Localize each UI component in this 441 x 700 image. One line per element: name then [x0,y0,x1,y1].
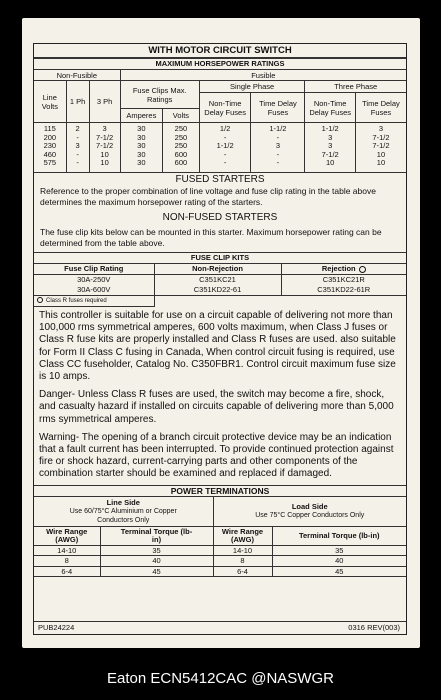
line-side-subtext: Use 60/75°C Aluminium or Copper Conductors Only [69,507,177,524]
single-phase-header: Single Phase [199,81,305,93]
fuse-clip-cell: 30A-600V [34,285,154,296]
three-ph-header: 3 Ph [89,81,120,123]
non-rejection-header: Non-Rejection [154,264,281,275]
pt-cell: 45 [272,566,406,577]
wire-range-header-load: Wire Range (AWG) [213,526,272,545]
sp-td-header: Time Delay Fuses [251,93,305,123]
footer-revision: 0316 REV(003) [348,623,400,632]
wire-range-header-line: Wire Range (AWG) [34,526,100,545]
pt-cell: 6-4 [213,566,272,577]
fused-starters-section [34,173,406,248]
fuse-clips-header: Fuse Clips Max. Ratings [120,81,199,109]
fusible-header: Fusible [120,70,406,81]
sp-non-td-header: Non-Time Delay Fuses [199,93,251,123]
one-ph-header: 1 Ph [66,81,89,123]
fuse-clip-rating-header: Fuse Clip Rating [34,264,154,275]
fuse-clip-kits-title: FUSE CLIP KITS [34,253,406,264]
pt-cell: 6-4 [34,566,100,577]
load-side-subtext: Use 75°C Copper Conductors Only [255,512,365,520]
three-phase-header: Three Phase [305,81,406,93]
sp-td-values: 1-1/2 - 3 - - [251,123,305,173]
amperes-values: 30 30 30 30 30 [120,123,162,173]
pt-cell: 40 [272,556,406,567]
fuse-clip-cell: C351KC21 [154,275,281,286]
torque-header-load: Terminal Torque (lb-in) [272,526,406,545]
fuse-clip-cell: 30A-250V [34,275,154,286]
power-terminations-title: POWER TERMINATIONS [34,485,406,496]
rejection-header [281,264,406,275]
fused-starters-text: Reference to the proper combination of line voltage and fuse clip rating in the table above determines the maximum horsepower rating of the starters. [40,186,376,207]
controller-paragraph: This controller is suitable for use on a circuit capable of delivering not more than 100,000 rms symmetrical amperes, 600 volts maximum, when Class J fuses or Class R fuse kits are properly installed and Class R fuses are used. also suitable for Form II Class C fusing in Canada, When control circuit fusing is required, use Class CC fuseholder, Catalog No. C350FBR1. Control circuit maximum fuse size is 10 amps. [39,310,396,383]
one-ph-values: 2 - 3 - - [66,123,89,173]
horsepower-table [34,58,406,173]
pt-cell: 45 [100,566,213,577]
pt-cell: 8 [213,556,272,567]
fuse-clip-kits-table [34,252,406,307]
line-side-heading: Line Side [106,497,140,507]
line-side-cell [34,496,213,526]
fuse-clip-cell: C351KC21R [281,275,406,286]
volts-header: Volts [163,109,200,123]
fuse-clip-cell: C351KD22-61R [281,285,406,296]
circle-icon [37,297,43,303]
tp-non-td-header: Non-Time Delay Fuses [305,93,356,123]
footer-part-number: PUB24224 [38,623,75,632]
volts-values: 250 250 250 600 600 [163,123,200,173]
label-title: WITH MOTOR CIRCUIT SWITCH [34,44,406,58]
label-footer [34,621,406,634]
pt-cell: 14-10 [34,545,100,556]
pt-cell: 35 [272,545,406,556]
line-volts-header: Line Volts [34,81,66,123]
pt-cell: 40 [100,556,213,567]
load-side-heading: Load Side [291,502,328,512]
load-side-cell [213,496,406,526]
pt-cell: 8 [34,556,100,567]
hp-table-title: MAXIMUM HORSEPOWER RATINGS [34,59,406,70]
tp-td-header: Time Delay Fuses [355,93,406,123]
three-ph-values: 3 7-1/2 7-1/2 10 10 [89,123,120,173]
non-fused-starters-heading: NON-FUSED STARTERS [162,212,278,223]
circle-icon [359,266,366,273]
label-content [33,43,407,635]
fuse-clip-blank [154,296,406,307]
fuse-clip-cell: C351KD22-61 [154,285,281,296]
sp-non-td-values: 1/2 - 1-1/2 - - [199,123,251,173]
class-r-note-text: Class R fuses required [46,298,107,304]
image-caption: Eaton ECN5412CAC @NASWGR [107,670,334,687]
torque-header-line: Terminal Torque (lb-in) [100,526,213,545]
pt-cell: 14-10 [213,545,272,556]
non-fused-starters-text: The fuse clip kits below can be mounted in this starter. Maximum horsepower rating can be determined from the table above. [40,227,382,248]
pt-cell: 35 [100,545,213,556]
fused-starters-heading: FUSED STARTERS [175,174,265,185]
power-terminations-table [34,485,406,578]
tp-non-td-values: 1-1/2 3 3 7-1/2 10 [305,123,356,173]
danger-paragraph: Danger- Unless Class R fuses are used, the switch may become a fire, shock, and casualty hazard if installed on circuits capable of delivering more than 5,000 rms symmetrical amperes. [39,389,394,425]
class-r-note [34,296,154,307]
warning-paragraph: Warning- The opening of a branch circuit protective device may be an indication that a fault current has been interrupted. To provide continued protection against fire or shock hazard, current-carrying parts and other components of the combination starter should be examined and replaced if damaged. [39,431,394,480]
tp-td-values: 3 7-1/2 7-1/2 10 10 [355,123,406,173]
line-volts-values: 115 200 230 460 575 [34,123,66,173]
rejection-header-label: Rejection [321,264,356,273]
non-fusible-header: Non-Fusible [34,70,120,81]
amperes-header: Amperes [120,109,162,123]
